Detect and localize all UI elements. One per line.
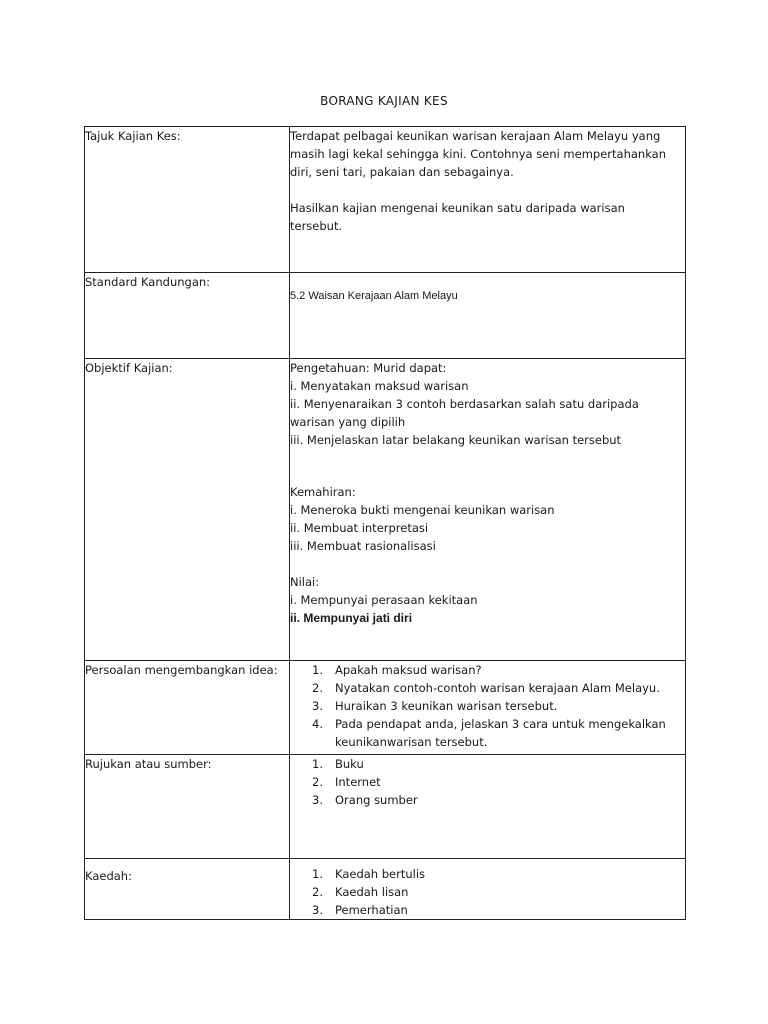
content-kaedah xyxy=(290,859,686,920)
label-standard: Standard Kandungan: xyxy=(85,273,290,359)
tajuk-line-4: Hasilkan kajian mengenai keunikan satu daripada warisan xyxy=(290,201,625,215)
rujukan-list xyxy=(290,755,685,809)
label-tajuk: Tajuk Kajian Kes: xyxy=(85,127,290,273)
label-objektif: Objektif Kajian: xyxy=(85,359,290,661)
row-rujukan xyxy=(85,755,686,859)
kemahiran-line-3: ii. Membuat interpretasi xyxy=(290,521,429,535)
list-item: 4. Pada pendapat anda, jelaskan 3 cara untuk mengekalkan keunikanwarisan tersebut. xyxy=(312,717,666,749)
list-item: 2. Internet xyxy=(312,775,381,789)
label-persoalan: Persoalan mengembangkan idea: xyxy=(85,661,290,755)
nilai-line-bold: ii. Mempunyai jati diri xyxy=(290,611,413,625)
content-rujukan xyxy=(290,755,686,859)
row-persoalan xyxy=(85,661,686,755)
tajuk-line-3: diri, seni tari, pakaian dan sebagainya. xyxy=(290,165,514,179)
pengetahuan-line-3: ii. Menyenaraikan 3 contoh berdasarkan salah satu daripada xyxy=(290,397,639,411)
row-standard xyxy=(85,273,686,359)
content-standard xyxy=(290,273,686,359)
document-title: BORANG KAJIAN KES xyxy=(320,94,448,108)
list-item: 3. Huraikan 3 keunikan warisan tersebut. xyxy=(312,699,558,713)
kemahiran-line-1: Kemahiran: xyxy=(290,485,356,499)
kemahiran-line-4: iii. Membuat rasionalisasi xyxy=(290,539,436,553)
row-tajuk xyxy=(85,127,686,273)
content-persoalan xyxy=(290,661,686,755)
row-kaedah xyxy=(85,859,686,920)
case-study-form-table xyxy=(84,126,686,920)
list-item: 1. Buku xyxy=(312,757,364,771)
list-item: 3. Pemerhatian xyxy=(312,903,408,917)
pengetahuan-line-2: i. Menyatakan maksud warisan xyxy=(290,379,469,393)
standard-value: 5.2 Waisan Kerajaan Alam Melayu xyxy=(290,290,458,302)
list-item: 1. Apakah maksud warisan? xyxy=(312,663,482,677)
row-objektif xyxy=(85,359,686,661)
list-item: 2. Nyatakan contoh-contoh warisan kerajaan Alam Melayu. xyxy=(312,681,660,695)
nilai-line-2: i. Mempunyai perasaan kekitaan xyxy=(290,593,478,607)
tajuk-line-2: masih lagi kekal sehingga kini. Contohnya seni mempertahankan xyxy=(290,147,666,161)
kaedah-list xyxy=(290,865,685,919)
content-tajuk xyxy=(290,127,686,273)
tajuk-line-5: tersebut. xyxy=(290,219,343,233)
kemahiran-line-2: i. Meneroka bukti mengenai keunikan warisan xyxy=(290,503,555,517)
pengetahuan-line-5: iii. Menjelaskan latar belakang keunikan warisan tersebut xyxy=(290,433,622,447)
label-kaedah: Kaedah: xyxy=(85,859,290,920)
list-item: 3. Orang sumber xyxy=(312,793,418,807)
label-rujukan: Rujukan atau sumber: xyxy=(85,755,290,859)
content-objektif xyxy=(290,359,686,661)
list-item: 2. Kaedah lisan xyxy=(312,885,409,899)
pengetahuan-line-4: warisan yang dipilih xyxy=(290,415,406,429)
pengetahuan-line-1: Pengetahuan: Murid dapat: xyxy=(290,361,447,375)
tajuk-line-1: Terdapat pelbagai keunikan warisan kerajaan Alam Melayu yang xyxy=(290,129,661,143)
nilai-line-1: Nilai: xyxy=(290,575,320,589)
persoalan-list xyxy=(290,661,685,751)
list-item: 1. Kaedah bertulis xyxy=(312,867,426,881)
